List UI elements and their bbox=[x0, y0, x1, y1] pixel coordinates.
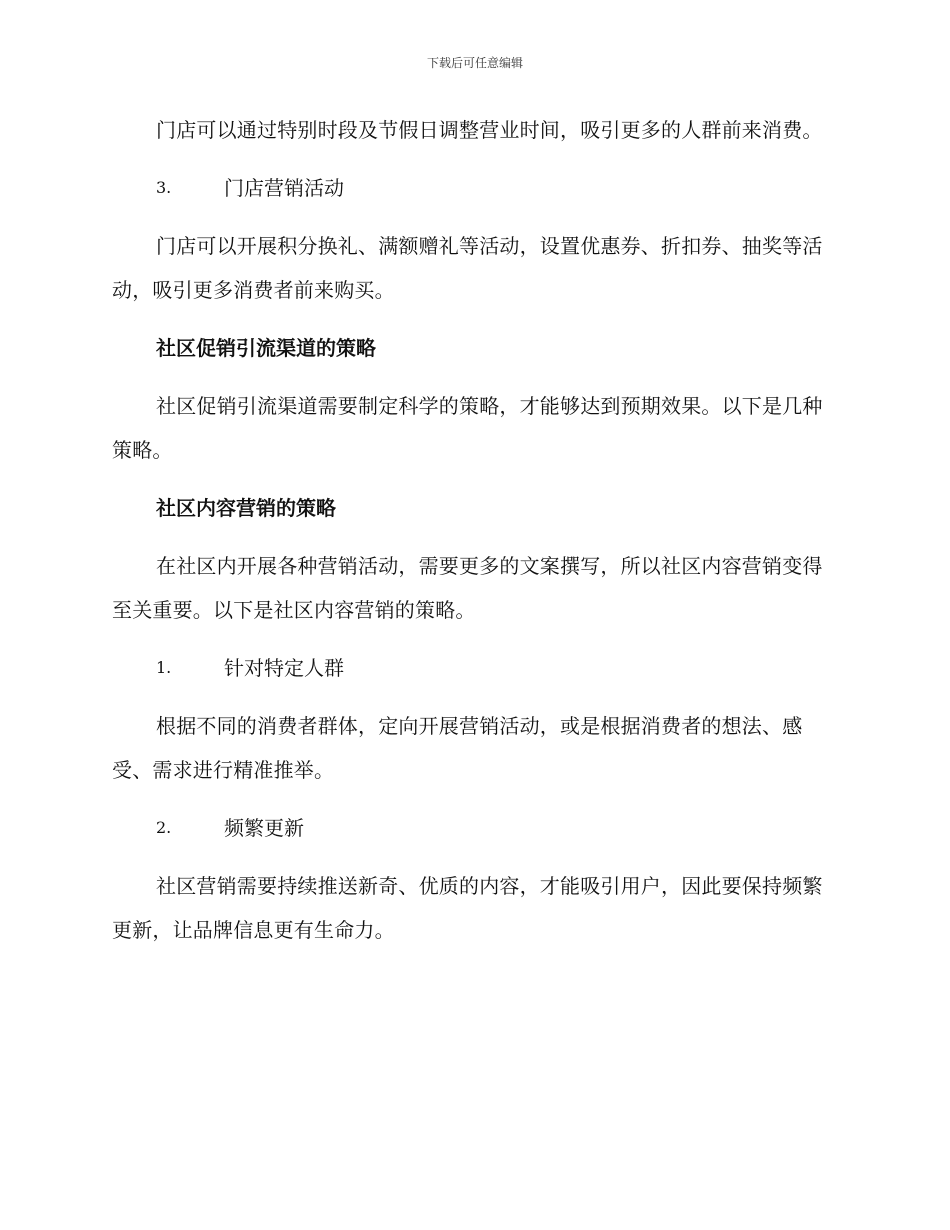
paragraph: 社区促销引流渠道需要制定科学的策略，才能够达到预期效果。以下是几种策略。 bbox=[112, 394, 823, 462]
list-number: 2. bbox=[156, 818, 172, 837]
list-item bbox=[112, 806, 832, 850]
list-number: 1. bbox=[156, 658, 172, 677]
list-item-text: 针对特定人群 bbox=[224, 656, 344, 680]
list-item bbox=[112, 646, 832, 690]
paragraph: 社区营销需要持续推送新奇、优质的内容，才能吸引用户，因此要保持频繁更新，让品牌信息更有生命力。 bbox=[112, 874, 823, 942]
section-heading: 社区内容营销的策略 bbox=[156, 496, 336, 520]
list-item-text: 门店营销活动 bbox=[224, 176, 344, 200]
page-header: 下载后可任意编辑 bbox=[426, 56, 523, 70]
paragraph: 根据不同的消费者群体，定向开展营销活动，或是根据消费者的想法、感受、需求进行精准推举。 bbox=[112, 714, 803, 782]
list-item bbox=[112, 166, 832, 210]
section-heading: 社区促销引流渠道的策略 bbox=[156, 336, 376, 360]
paragraph: 在社区内开展各种营销活动，需要更多的文案撰写，所以社区内容营销变得至关重要。以下是社区内容营销的策略。 bbox=[112, 554, 823, 622]
list-number: 3. bbox=[156, 178, 172, 197]
document-body bbox=[112, 108, 832, 966]
paragraph: 门店可以通过特别时段及节假日调整营业时间，吸引更多的人群前来消费。 bbox=[156, 118, 823, 142]
paragraph: 门店可以开展积分换礼、满额赠礼等活动，设置优惠券、折扣券、抽奖等活动，吸引更多消费者前来购买。 bbox=[112, 234, 823, 302]
list-item-text: 频繁更新 bbox=[224, 816, 304, 840]
